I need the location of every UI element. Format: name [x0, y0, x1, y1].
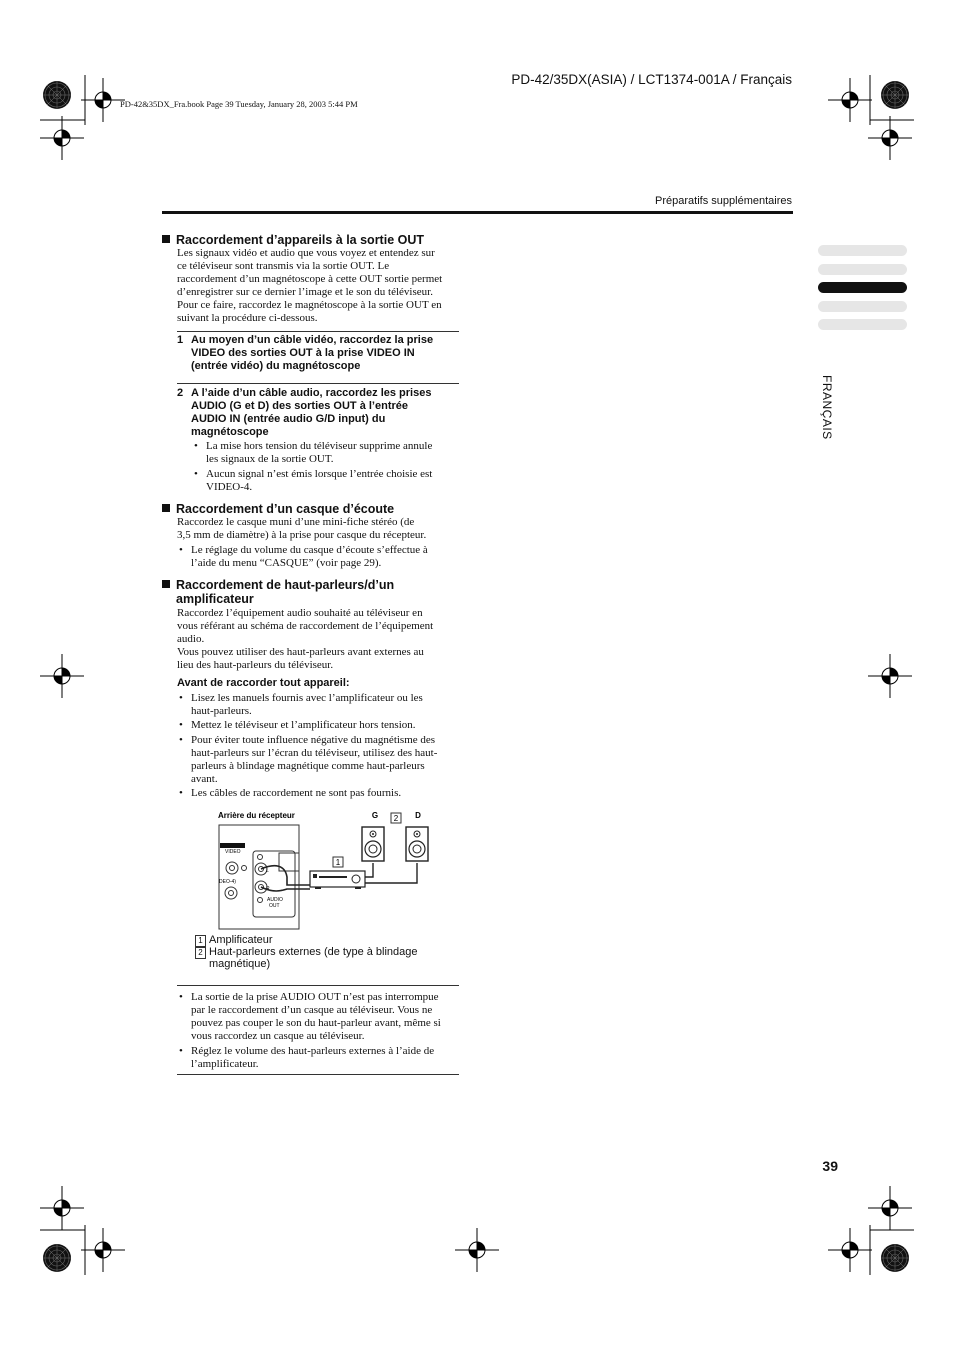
header-rule	[162, 211, 793, 214]
speaker-left-label: G	[371, 811, 379, 820]
svg-text:VIDEO: VIDEO	[225, 849, 241, 855]
note-item: • La sortie de la prise AUDIO OUT n’est pas interrompue par le raccordement d’un casque au téléviseur. Vous ne pouvez pas couper le son du haut-parleur avant, même si vous raccordez un casque au téléviseur.	[179, 991, 441, 1042]
side-tab	[818, 319, 907, 330]
file-info: PD-42&35DX_Fra.book Page 39 Tuesday, January 28, 2003 5:44 PM	[120, 99, 358, 109]
svg-text:AUDIO: AUDIO	[267, 897, 283, 903]
headphone-section-heading: Raccordement d’un casque d’écoute	[162, 502, 394, 516]
note-item: • Réglez le volume des haut-parleurs externes à l’aide de l’amplificateur.	[179, 1045, 435, 1070]
divider	[177, 1074, 459, 1075]
speaker-right-label: D	[415, 811, 421, 820]
speaker-body: Raccordez l’équipement audio souhaité au téléviseur en vous référant au schéma de raccordement de l’équipement audio. Vous pouvez utiliser des haut-parleurs avant externes au lieu des haut-parleurs du téléviseur.	[177, 607, 434, 671]
speaker-left-icon	[362, 827, 384, 861]
language-label: FRANÇAIS	[820, 375, 834, 440]
svg-text:R: R	[266, 886, 270, 892]
bullet-item: • Les câbles de raccordement ne sont pas fournis.	[179, 787, 402, 799]
svg-text:OUT: OUT	[269, 903, 280, 909]
divider	[177, 985, 459, 986]
step-2: 2 A l’aide d’un câble audio, raccordez les prises AUDIO (G et D) des sorties OUT à l’entrée AUDIO IN (entrée audio G/D input) du magnétoscope	[177, 387, 432, 438]
bullet-item: • Pour éviter toute influence négative du magnétisme des haut-parleurs sur l’écran du téléviseur, utilisez des haut- parleurs à blindage magnétique comme haut-parleurs avant.	[179, 734, 438, 785]
step-1: 1 Au moyen d’un câble vidéo, raccordez la prise VIDEO des sorties OUT à la prise VIDEO IN (entrée vidéo) du magnétoscope	[177, 334, 434, 372]
square-bullet-icon	[162, 235, 170, 243]
side-tab	[818, 245, 907, 256]
document-id: PD-42/35DX(ASIA) / LCT1374-001A / Français	[511, 72, 792, 87]
divider	[177, 383, 459, 384]
headphone-body: Raccordez le casque muni d’une mini-fiche stéréo (de 3,5 mm de diamètre) à la prise pour casque du récepteur.	[177, 516, 427, 541]
side-tab	[818, 264, 907, 275]
speaker-right-icon	[406, 827, 428, 861]
divider	[177, 331, 459, 332]
receiver-label: Arrière du récepteur	[218, 811, 295, 820]
bullet-item: • Le réglage du volume du casque d’écoute s’effectue à l’aide du menu “CASQUE” (voir page 29).	[179, 544, 428, 569]
speaker-cable-l	[365, 863, 373, 877]
connection-diagram	[215, 805, 440, 935]
side-tab-active	[818, 282, 907, 293]
legend-item: 2 Haut-parleurs externes (de type à blindage magnétique)	[195, 947, 206, 960]
page-number: 39	[822, 1158, 838, 1174]
out-intro: Les signaux vidéo et audio que vous voyez et entendez sur ce téléviseur sont transmis via la sortie OUT. Le raccordement d’un magnétoscope à cette OUT sortie permet d’enregistrer sur ce dernier l’image et le son du téléviseur. Pour ce faire, raccordez le magnétoscope à la sortie OUT en suivant la procédure ci-dessous.	[177, 247, 443, 324]
callout-1-label: 1	[335, 858, 341, 867]
svg-text:DEO-4): DEO-4)	[219, 879, 236, 885]
legend-item: 1 Amplificateur	[195, 935, 206, 948]
square-bullet-icon	[162, 580, 170, 588]
bullet-item: • La mise hors tension du téléviseur supprime annule les signaux de la sortie OUT.	[194, 440, 433, 465]
section-header: Préparatifs supplémentaires	[655, 195, 792, 207]
language-tab	[806, 375, 846, 465]
svg-text:L: L	[266, 868, 269, 874]
side-tab	[818, 301, 907, 312]
bullet-item: • Mettez le téléviseur et l’amplificateur hors tension.	[179, 719, 416, 731]
before-connecting-subheading: Avant de raccorder tout appareil:	[177, 677, 350, 689]
bullet-item: • Lisez les manuels fournis avec l’amplificateur ou les haut-parleurs.	[179, 692, 423, 717]
callout-2-label: 2	[393, 814, 399, 823]
square-bullet-icon	[162, 504, 170, 512]
bullet-item: • Aucun signal n’est émis lorsque l’entrée choisie est VIDEO-4.	[194, 468, 433, 493]
amplifier	[310, 871, 365, 889]
speaker-section-heading: Raccordement de haut-parleurs/d’un amplificateur	[162, 578, 394, 606]
out-section-heading: Raccordement d’appareils à la sortie OUT	[162, 233, 424, 247]
